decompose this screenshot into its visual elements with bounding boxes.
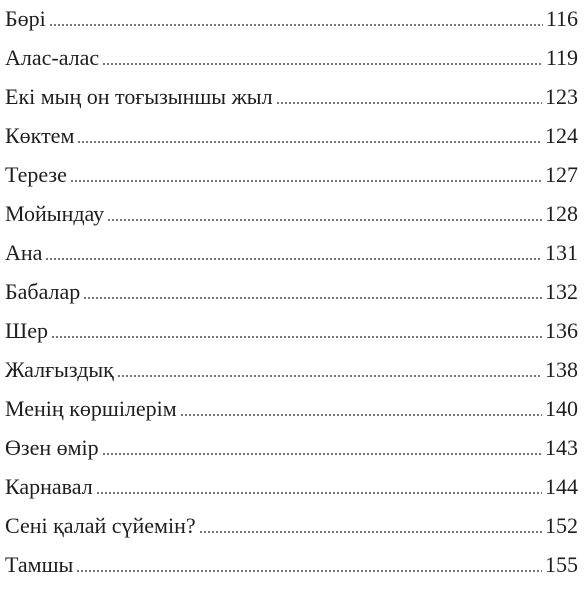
toc-entry[interactable]	[5, 275, 578, 305]
dot-leader	[102, 63, 543, 65]
toc-entry-title: Карнавал	[5, 474, 93, 499]
dot-leader	[83, 297, 542, 299]
toc-entry[interactable]	[5, 353, 578, 383]
toc-entry-title: Өзен өмір	[5, 435, 99, 460]
dot-leader	[199, 531, 542, 533]
toc-entry-page: 127	[545, 162, 578, 187]
toc-entry[interactable]	[5, 158, 578, 188]
toc-entry-title: Сені қалай сүйемін?	[5, 513, 196, 538]
toc-entry[interactable]	[5, 236, 578, 266]
toc-entry-page: 119	[545, 45, 578, 70]
dot-leader	[180, 414, 542, 416]
dot-leader	[45, 258, 542, 260]
dot-leader	[76, 570, 542, 572]
toc-entry-page: 155	[545, 552, 578, 577]
dot-leader	[107, 219, 542, 221]
toc-entry[interactable]	[5, 197, 578, 227]
toc-entry-page: 116	[545, 6, 578, 31]
toc-entry-title: Ана	[5, 240, 43, 265]
toc-entry-title: Мойындау	[5, 201, 105, 226]
toc-entry-title: Бабалар	[5, 279, 81, 304]
toc-entry-page: 140	[545, 396, 578, 421]
toc-entry-title: Бөрі	[5, 6, 46, 31]
dot-leader	[49, 24, 543, 26]
toc-entry-page: 143	[545, 435, 578, 460]
toc-entry[interactable]	[5, 2, 578, 32]
toc-entry-title: Екі мың он тоғызыншы жыл	[5, 84, 273, 109]
toc-entry[interactable]	[5, 41, 578, 71]
toc-entry-page: 138	[545, 357, 578, 382]
toc-entry-page: 131	[545, 240, 578, 265]
toc-entry-title: Көктем	[5, 123, 75, 148]
toc-entry[interactable]	[5, 80, 578, 110]
dot-leader	[96, 492, 542, 494]
toc-entry-title: Тамшы	[5, 552, 74, 577]
toc-entry[interactable]	[5, 314, 578, 344]
toc-entry[interactable]	[5, 431, 578, 461]
toc-entry[interactable]	[5, 392, 578, 422]
toc-entry-page: 123	[545, 84, 578, 109]
toc-entry[interactable]	[5, 119, 578, 149]
toc-entry-title: Терезе	[5, 162, 67, 187]
toc-entry-page: 124	[545, 123, 578, 148]
toc-entry[interactable]	[5, 470, 578, 500]
toc-entry-page: 132	[545, 279, 578, 304]
toc-entry-title: Жалғыздық	[5, 357, 114, 382]
toc-entry-page: 136	[545, 318, 578, 343]
toc-entry-title: Алас-алас	[5, 45, 100, 70]
toc-entry[interactable]	[5, 509, 578, 539]
toc-entry-page: 128	[545, 201, 578, 226]
dot-leader	[276, 102, 542, 104]
dot-leader	[51, 336, 542, 338]
toc-entry-title: Шер	[5, 318, 48, 343]
toc-entry[interactable]	[5, 548, 578, 578]
toc-entry-page: 152	[545, 513, 578, 538]
dot-leader	[102, 453, 542, 455]
dot-leader	[117, 375, 542, 377]
dot-leader	[70, 180, 542, 182]
dot-leader	[77, 141, 542, 143]
toc-entry-page: 144	[545, 474, 578, 499]
toc-entry-title: Менің көршілерім	[5, 396, 177, 421]
